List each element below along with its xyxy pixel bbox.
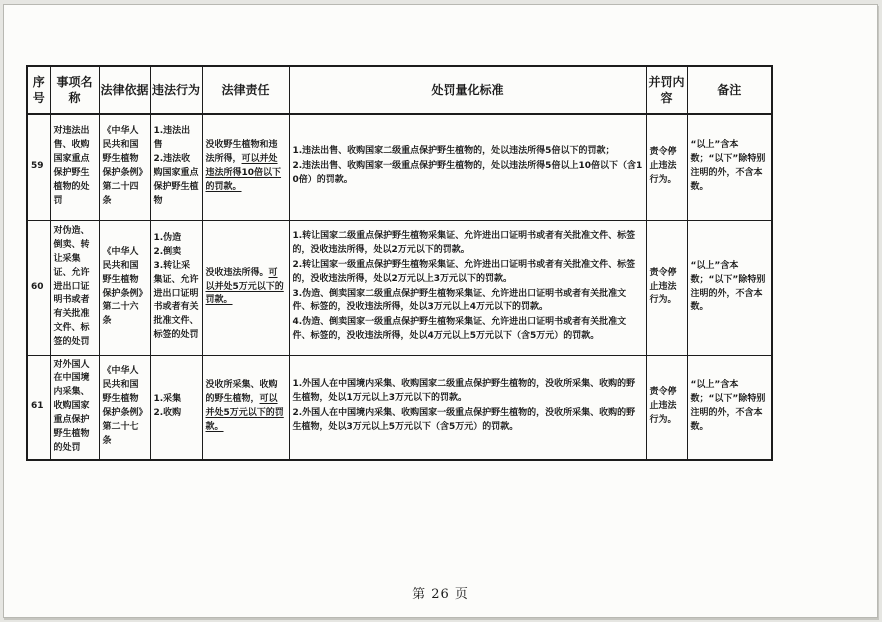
header-legal-basis: 法律依据 xyxy=(99,66,150,114)
liability-underlined-text: 可以并处违法所得10倍以下的罚款。 xyxy=(205,154,282,193)
penalty-standard-item: 2.违法出售、收购国家一级重点保护野生植物的，处以违法所得5倍以上10倍以下（含10倍）的罚款。 xyxy=(292,161,643,186)
page-number: 第 26 页 xyxy=(412,587,469,602)
liability-plain-text: 没收违法所得。 xyxy=(205,267,269,278)
illegal-act-item: 1.伪造 xyxy=(153,232,182,243)
cell-serial-number: 60 xyxy=(27,220,50,355)
penalty-standard-item: 1.外国人在中国境内采集、收购国家二级重点保护野生植物的，没收所采集、收购的野生植物，处以1万元以上3万元以下的罚款。 xyxy=(292,379,636,404)
cell-legal-liability xyxy=(202,114,289,220)
table-header-row xyxy=(27,66,772,114)
page xyxy=(3,4,878,618)
cell-item-name: 对伪造、倒卖、转让采集证、允许进出口证明书或者有关批准文件、标签的处罚 xyxy=(50,220,99,355)
liability-plain-text: 没收野生植物和违法所得， xyxy=(205,140,278,165)
penalty-standard-item: 4.伪造、倒卖国家一级重点保护野生植物采集证、允许进出口证明书或者有关批准文件、标签的，没收违法所得，处以4万元以上5万元以下（含5万元）的罚款。 xyxy=(292,317,627,342)
cell-penalty-standard xyxy=(289,355,646,460)
penalty-standard-item: 1.违法出售、收购国家二级重点保护野生植物的，处以违法所得5倍以下的罚款； xyxy=(292,146,615,157)
illegal-act-item: 2.倒卖 xyxy=(153,246,182,257)
cell-remarks: “以上”含本数；“以下”除特别注明的外，不含本数。 xyxy=(687,355,772,460)
header-serial-number: 序号 xyxy=(27,66,50,114)
penalty-table xyxy=(26,65,773,461)
cell-remarks: “以上”含本数；“以下”除特别注明的外，不含本数。 xyxy=(687,220,772,355)
header-penalty-standard: 处罚量化标准 xyxy=(289,66,646,114)
penalty-standard-item: 3.伪造、倒卖国家二级重点保护野生植物采集证、允许进出口证明书或者有关批准文件、标签的，没收违法所得，处以3万元以上4万元以下的罚款。 xyxy=(292,288,627,313)
cell-concurrent-penalty: 责令停止违法行为。 xyxy=(646,355,687,460)
cell-illegal-act xyxy=(150,220,202,355)
cell-serial-number: 61 xyxy=(27,355,50,460)
cell-legal-basis: 《中华人民共和国野生植物保护条例》第二十四条 xyxy=(99,114,150,220)
penalty-standard-item: 1.转让国家二级重点保护野生植物采集证、允许进出口证明书或者有关批准文件、标签的，没收违法所得，处以2万元以下的罚款。 xyxy=(292,230,636,255)
cell-penalty-standard xyxy=(289,220,646,355)
illegal-act-item: 1.违法出售 xyxy=(153,126,191,151)
penalty-standard-item: 2.外国人在中国境内采集、收购国家一级重点保护野生植物的，没收所采集、收购的野生植物，处以3万元以上5万元以下（含5万元）的罚款。 xyxy=(292,408,636,433)
illegal-act-item: 2.收购 xyxy=(153,408,182,419)
table-row xyxy=(27,355,772,460)
liability-plain-text: 没收所采集、收购的野生植物， xyxy=(205,380,278,405)
cell-remarks: “以上”含本数；“以下”除特别注明的外，不含本数。 xyxy=(687,114,772,220)
illegal-act-item: 2.违法收购国家重点保护野生植物 xyxy=(153,154,199,207)
illegal-act-item: 1.采集 xyxy=(153,394,182,405)
cell-legal-basis: 《中华人民共和国野生植物保护条例》第二十六条 xyxy=(99,220,150,355)
header-concurrent-penalty: 并罚内容 xyxy=(646,66,687,114)
liability-underlined-text: 可以并处5万元以下的罚款。 xyxy=(205,394,284,433)
table-row xyxy=(27,220,772,355)
illegal-act-item: 3.转让采集证、允许进出口证明书或者有关批准文件、标签的处罚 xyxy=(153,260,199,341)
cell-concurrent-penalty: 责令停止违法行为。 xyxy=(646,220,687,355)
cell-illegal-act xyxy=(150,114,202,220)
header-legal-liability: 法律责任 xyxy=(202,66,289,114)
liability-underlined-text: 可以并处5万元以下的罚款。 xyxy=(205,267,284,306)
header-item-name: 事项名称 xyxy=(50,66,99,114)
cell-item-name: 对外国人在中国境内采集、收购国家重点保护野生植物的处罚 xyxy=(50,355,99,460)
cell-item-name: 对违法出售、收购国家重点保护野生植物的处罚 xyxy=(50,114,99,220)
header-illegal-act: 违法行为 xyxy=(150,66,202,114)
cell-illegal-act xyxy=(150,355,202,460)
cell-concurrent-penalty: 责令停止违法行为。 xyxy=(646,114,687,220)
cell-legal-basis: 《中华人民共和国野生植物保护条例》第二十七条 xyxy=(99,355,150,460)
cell-serial-number: 59 xyxy=(27,114,50,220)
penalty-standard-item: 2.转让国家一级重点保护野生植物采集证、允许进出口证明书或者有关批准文件、标签的，没收违法所得，处以2万元以上3万元以下的罚款。 xyxy=(292,259,636,284)
header-remarks: 备注 xyxy=(687,66,772,114)
table-row xyxy=(27,114,772,220)
cell-penalty-standard xyxy=(289,114,646,220)
cell-legal-liability xyxy=(202,355,289,460)
cell-legal-liability xyxy=(202,220,289,355)
